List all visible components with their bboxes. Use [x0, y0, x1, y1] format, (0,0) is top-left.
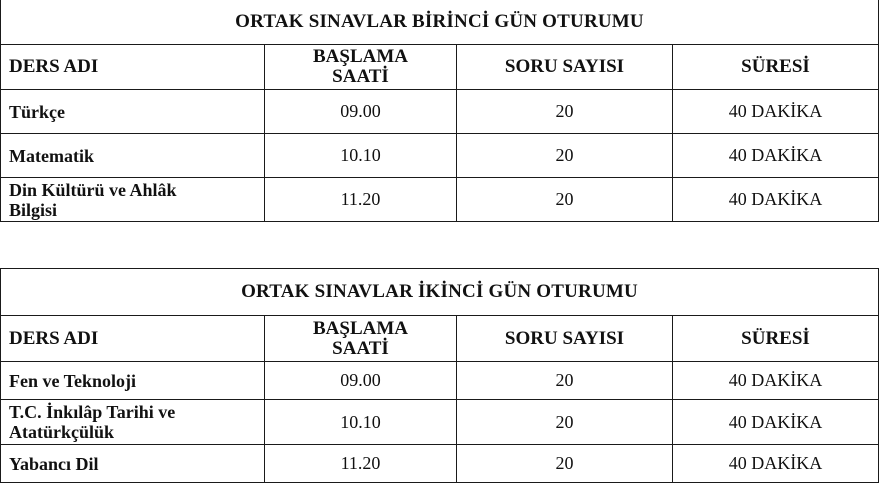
column-header-baslama-saati-text: BAŞLAMA SAATİ	[312, 317, 408, 359]
table-title: ORTAK SINAVLAR BİRİNCİ GÜN OTURUMU	[1, 0, 879, 45]
baslama-saati-cell: 11.20	[265, 178, 457, 222]
suresi-cell: 40 DAKİKA	[673, 445, 879, 483]
soru-sayisi-cell: 20	[457, 90, 673, 134]
column-header-ders-adi: DERS ADI	[1, 45, 265, 90]
baslama-saati-cell: 10.10	[265, 134, 457, 178]
soru-sayisi-cell: 20	[457, 400, 673, 445]
baslama-saati-cell: 10.10	[265, 400, 457, 445]
soru-sayisi-cell: 20	[457, 134, 673, 178]
column-header-ders-adi: DERS ADI	[1, 316, 265, 362]
table-row	[1, 362, 879, 400]
suresi-cell: 40 DAKİKA	[673, 178, 879, 222]
column-header-suresi: SÜRESİ	[673, 45, 879, 90]
column-header-baslama-saati-text: BAŞLAMA SAATİ	[312, 46, 408, 87]
suresi-cell: 40 DAKİKA	[673, 90, 879, 134]
second-day-schedule-table	[0, 268, 879, 483]
table-row	[1, 90, 879, 134]
soru-sayisi-cell: 20	[457, 362, 673, 400]
table-row	[1, 400, 879, 445]
suresi-cell: 40 DAKİKA	[673, 362, 879, 400]
suresi-cell: 40 DAKİKA	[673, 134, 879, 178]
baslama-saati-cell: 09.00	[265, 90, 457, 134]
column-header-baslama-saati	[265, 316, 457, 362]
baslama-saati-cell: 11.20	[265, 445, 457, 483]
soru-sayisi-cell: 20	[457, 178, 673, 222]
ders-adi-cell	[1, 178, 265, 222]
ders-adi-text: T.C. İnkılâp Tarihi ve Atatürkçülük	[9, 402, 176, 442]
table-row	[1, 445, 879, 483]
column-header-soru-sayisi: SORU SAYISI	[457, 45, 673, 90]
ders-adi-cell	[1, 400, 265, 445]
ders-adi-cell: Fen ve Teknoloji	[1, 362, 265, 400]
ders-adi-cell: Türkçe	[1, 90, 265, 134]
first-day-schedule-table	[0, 0, 879, 222]
ders-adi-text: Din Kültürü ve Ahlâk Bilgisi	[9, 179, 177, 220]
column-header-soru-sayisi: SORU SAYISI	[457, 316, 673, 362]
table-title: ORTAK SINAVLAR İKİNCİ GÜN OTURUMU	[1, 269, 879, 316]
column-header-suresi: SÜRESİ	[673, 316, 879, 362]
suresi-cell: 40 DAKİKA	[673, 400, 879, 445]
baslama-saati-cell: 09.00	[265, 362, 457, 400]
ders-adi-cell: Matematik	[1, 134, 265, 178]
table-row	[1, 134, 879, 178]
column-header-baslama-saati	[265, 45, 457, 90]
soru-sayisi-cell: 20	[457, 445, 673, 483]
table-row	[1, 178, 879, 222]
ders-adi-cell: Yabancı Dil	[1, 445, 265, 483]
